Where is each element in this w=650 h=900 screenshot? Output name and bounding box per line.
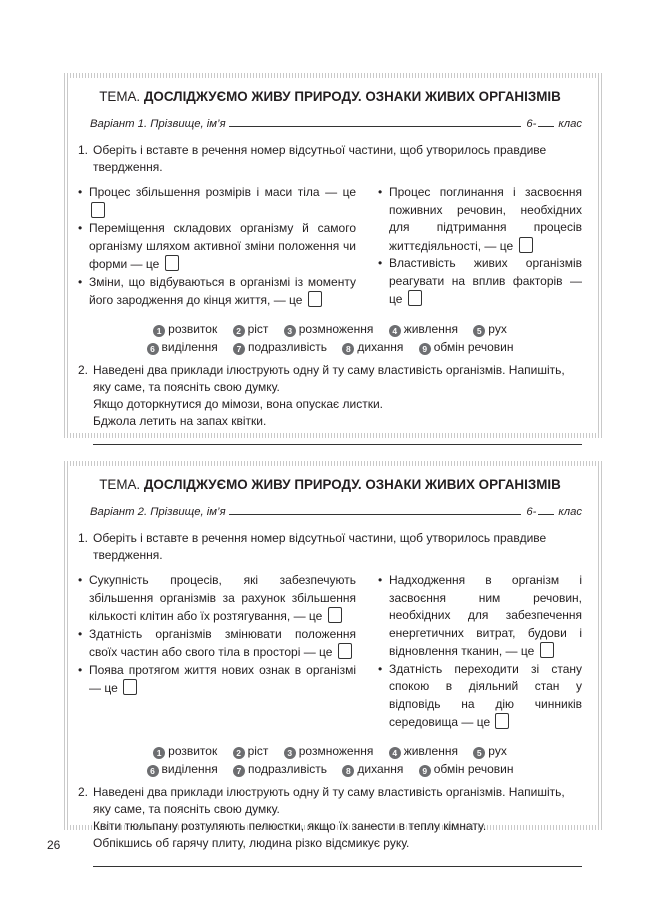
option-label: живлення [403, 743, 458, 758]
topic-text: ДОСЛІДЖУЄМО ЖИВУ ПРИРОДУ. ОЗНАКИ ЖИВИХ ОРГАНІЗМІВ [143, 477, 561, 492]
statement-item [378, 184, 582, 255]
option-number-badge: 6 [147, 765, 159, 777]
statement-item [78, 184, 356, 220]
bullet-icon: • [78, 221, 83, 235]
bullet-icon: • [378, 573, 383, 587]
bullet-icon: • [378, 185, 383, 199]
statement-text: Поява протягом життя нових ознак в організмі — це [89, 662, 356, 695]
question-text: Наведені два приклади ілюструють одну й ту саму властивість організмів. Напишіть, яку саме, та поясніть свою думку. [93, 362, 565, 394]
answer-options [78, 320, 582, 356]
statement-text: Надходження в організм і засвоєння ним речовин, необхідних для забезпечення енергетичних витрат, будови і відновлення тканин, — це [389, 573, 582, 658]
bullet-icon: • [78, 185, 83, 199]
answer-options [78, 742, 582, 778]
bullet-icon: • [78, 662, 83, 677]
options-row [78, 338, 582, 356]
options-row [78, 742, 582, 760]
statement-item [78, 572, 356, 626]
option-label: розмноження [298, 321, 374, 336]
option-number-badge: 5 [473, 747, 485, 759]
question-2 [78, 362, 582, 396]
option-number-badge: 8 [342, 343, 354, 355]
answer-box[interactable] [328, 607, 342, 623]
option-label: обмін речовин [433, 339, 514, 354]
option-label: дихання [357, 339, 404, 354]
option-number-badge: 3 [284, 325, 296, 337]
question-text: Оберіть і вставте в речення номер відсутньої частини, щоб утворилось правдиве твердження. [93, 531, 547, 562]
class-field [526, 506, 582, 518]
option-label: дихання [357, 761, 404, 776]
example-line: Обпікшись об гарячу плиту, людина різко відсмикує руку. [93, 836, 410, 850]
class-prefix: 6- [526, 118, 537, 130]
question-number: 2. [78, 784, 89, 799]
option-item [284, 320, 374, 338]
option-label: виділення [161, 339, 218, 354]
option-label: розвиток [168, 743, 218, 758]
answer-box[interactable] [123, 679, 137, 695]
answer-box[interactable] [338, 643, 352, 659]
topic-text: ДОСЛІДЖУЄМО ЖИВУ ПРИРОДУ. ОЗНАКИ ЖИВИХ ОРГАНІЗМІВ [143, 89, 561, 104]
bullet-icon: • [378, 661, 383, 676]
option-label: живлення [403, 321, 458, 336]
question-number: 1. [78, 143, 89, 157]
class-label: клас [558, 506, 582, 518]
option-label: ріст [247, 743, 269, 758]
name-input-line[interactable] [229, 126, 522, 127]
question-text: Оберіть і вставте в речення номер відсутньої частини, щоб утворилось правдиве твердження. [93, 143, 547, 174]
statements-right-column [378, 184, 582, 310]
option-item [342, 338, 403, 356]
answer-box[interactable] [308, 291, 322, 307]
option-number-badge: 9 [419, 765, 431, 777]
option-label: виділення [161, 761, 218, 776]
question-number: 1. [78, 531, 89, 545]
bullet-icon: • [378, 256, 383, 270]
options-row [78, 760, 582, 778]
answer-box[interactable] [165, 255, 179, 271]
option-label: ріст [247, 321, 269, 336]
question-1 [78, 530, 582, 564]
option-number-badge: 5 [473, 325, 485, 337]
option-label: розмноження [298, 743, 374, 758]
option-number-badge: 6 [147, 343, 159, 355]
statement-item [378, 661, 582, 732]
question-text: Наведені два приклади ілюструють одну й ту саму властивість організмів. Напишіть, яку саме, та поясніть свою думку. [93, 784, 565, 816]
statement-text: Процес збільшення розмірів і маси тіла — це [89, 185, 356, 199]
option-number-badge: 9 [419, 343, 431, 355]
option-item [389, 742, 458, 760]
option-item [419, 760, 514, 778]
option-label: обмін речовин [433, 761, 514, 776]
worksheet-title [78, 477, 582, 492]
page-number: 26 [47, 838, 61, 852]
answer-box[interactable] [540, 642, 554, 658]
answer-box[interactable] [408, 290, 422, 306]
worksheet-variant-1 [64, 73, 602, 438]
student-info-row [90, 502, 582, 518]
statement-item [78, 274, 356, 310]
option-item [153, 320, 217, 338]
option-item [147, 338, 218, 356]
option-item [233, 338, 327, 356]
option-item [419, 338, 514, 356]
option-label: рух [488, 321, 507, 336]
statement-text: Здатність організмів змінювати положення своїх частин або свого тіла в просторі — це [89, 626, 356, 659]
options-row [78, 320, 582, 338]
question-1 [78, 142, 582, 176]
worksheet-variant-2 [64, 461, 602, 850]
answer-box[interactable] [91, 202, 105, 218]
student-info-row [90, 114, 582, 130]
option-item [233, 320, 269, 338]
example-line: Якщо доторкнутися до мімози, вона опускає листки. [93, 396, 383, 411]
example-line: Бджола летить на запах квітки. [93, 414, 267, 428]
option-item [473, 742, 507, 760]
answer-line[interactable] [93, 866, 582, 867]
answer-line[interactable] [93, 444, 582, 445]
statements [78, 572, 582, 732]
bullet-icon: • [78, 274, 83, 289]
option-number-badge: 2 [233, 747, 245, 759]
option-number-badge: 7 [233, 343, 245, 355]
statements [78, 184, 582, 310]
bullet-icon: • [78, 573, 83, 587]
option-item [342, 760, 403, 778]
option-label: подразливість [248, 339, 328, 354]
option-number-badge: 1 [153, 747, 165, 759]
option-item [284, 742, 374, 760]
class-field [526, 118, 582, 130]
option-item [147, 760, 218, 778]
question-number: 2. [78, 362, 89, 377]
topic-label: ТЕМА. [99, 89, 141, 104]
option-item [389, 320, 458, 338]
statements-left-column [78, 572, 356, 732]
statement-text: Зміни, що відбуваються в організмі із моменту його зародження до кінця життя, — це [89, 274, 356, 307]
statements-left-column [78, 184, 356, 310]
variant-label: Варіант 1. Прізвище, ім’я [90, 118, 226, 130]
statement-item [78, 626, 356, 662]
answer-box[interactable] [495, 713, 509, 729]
class-label: клас [558, 118, 582, 130]
statement-item [378, 255, 582, 309]
example-line: Квіти тюльпану розтуляють пелюстки, якщо їх занести в теплу кімнату. [93, 818, 487, 833]
option-number-badge: 4 [389, 325, 401, 337]
option-item [153, 742, 217, 760]
option-label: рух [488, 743, 507, 758]
name-input-line[interactable] [229, 514, 522, 515]
statement-item [378, 572, 582, 661]
option-number-badge: 1 [153, 325, 165, 337]
answer-box[interactable] [519, 237, 533, 253]
class-input-line[interactable] [538, 126, 554, 127]
statement-item [78, 662, 356, 698]
worksheet-title [78, 89, 582, 104]
statement-item [78, 220, 356, 274]
option-number-badge: 2 [233, 325, 245, 337]
option-number-badge: 4 [389, 747, 401, 759]
statement-text: Сукупність процесів, які забезпечують збільшення організмів за рахунок збільшення кількості клітин або їх розтягування, — це [89, 573, 356, 623]
statement-text: Властивість живих організмів реагувати на вплив факторів — це [389, 256, 582, 306]
question-2 [78, 784, 582, 818]
option-item [233, 742, 269, 760]
option-item [233, 760, 327, 778]
topic-label: ТЕМА. [99, 477, 141, 492]
bullet-icon: • [78, 626, 83, 641]
option-item [473, 320, 507, 338]
option-label: подразливість [248, 761, 328, 776]
class-input-line[interactable] [538, 514, 554, 515]
option-number-badge: 7 [233, 765, 245, 777]
statement-text: Здатність переходити зі стану спокою в діяльний стан у відповідь на дію чинників середовища — це [389, 661, 582, 729]
class-prefix: 6- [526, 506, 537, 518]
statement-text: Процес поглинання і засвоєння поживних речовин, необхідних для підтримання процесів життєдіяльності, — це [389, 185, 582, 253]
option-number-badge: 3 [284, 747, 296, 759]
statements-right-column [378, 572, 582, 732]
option-number-badge: 8 [342, 765, 354, 777]
option-label: розвиток [168, 321, 218, 336]
statement-text: Переміщення складових організму й самого організму шляхом активної зміни положення чи форми — це [89, 221, 356, 271]
variant-label: Варіант 2. Прізвище, ім’я [90, 506, 226, 518]
